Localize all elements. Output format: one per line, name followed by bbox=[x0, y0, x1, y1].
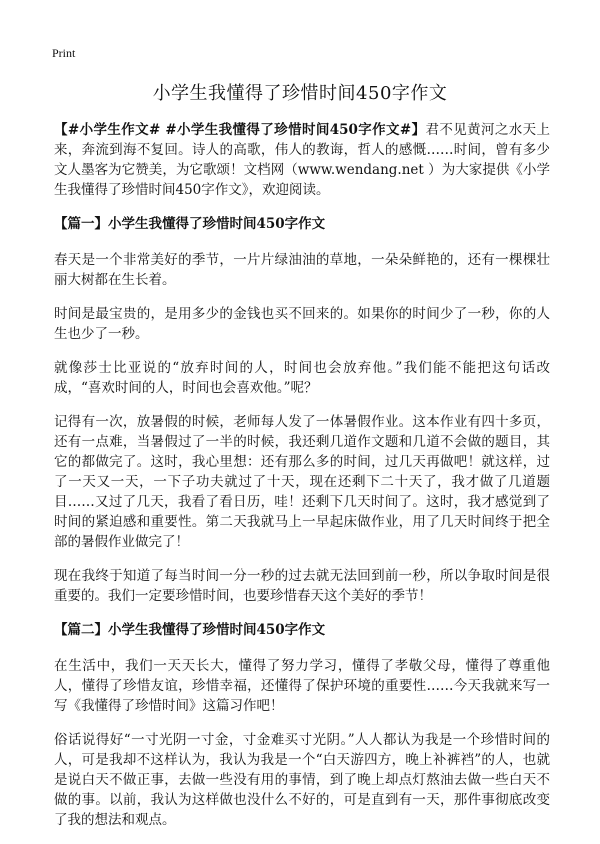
section-heading-1: 【篇一】小学生我懂得了珍惜时间450字作文 bbox=[54, 216, 326, 232]
paragraph: 就像莎士比亚说的“放弃时间的人，时间也会放弃他。”我们能不能把这句话改成，“喜欢时间的人，时间也会喜欢他。”呢？ bbox=[54, 360, 550, 396]
intro-tag: 【#小学生作文# #小学生我懂得了珍惜时间450字作文#】 bbox=[54, 122, 426, 138]
paragraph: 现在我终于知道了每当时间一分一秒的过去就无法回到前一秒，所以争取时间是很重要的。我们一定要珍惜时间，也要珍惜春天这个美好的季节！ bbox=[54, 568, 550, 604]
paragraph: 在生活中，我们一天天长大，懂得了努力学习，懂得了孝敬父母，懂得了尊重他人，懂得了珍惜友谊，珍惜幸福，还懂得了保护环境的重要性……今天我就来写一写《我懂得了珍惜时间》这篇习作吧！ bbox=[54, 658, 550, 714]
paragraph: 俗话说得好“一寸光阴一寸金，寸金难买寸光阴。”人人都认为我是一个珍惜时间的人，可是我却不这样认为，我认为我是一个“白天游四方，晚上补裤裆”的人，也就是说白天不做正事，去做一些没有用的事情，到了晚上却点灯熬油去做一些白天不做的事。以前，我认为这样做也没什么不好的，可是直到有一天，那件事彻底改变了我的想法和观点。 bbox=[54, 732, 550, 828]
page-title: 小学生我懂得了珍惜时间450字作文 bbox=[152, 83, 448, 104]
intro-paragraph bbox=[54, 120, 550, 200]
paragraph: 记得有一次，放暑假的时候，老师每人发了一体暑假作业。这本作业有四十多页，还有一点难，当暑假过了一半的时候，我还剩几道作文题和几道不会做的题目，其它的都做完了。这时，我心里想：还有那么多的时间，过几天再做吧！就这样，过了一天又一天，一下子功夫就过了十天，现在还剩下二十天了，我才做了几道题目……又过了几天，我看了看日历，哇！还剩下几天时间了。这时，我才感觉到了时间的紧迫感和重要性。第二天我就马上一早起床做作业，用了几天时间终于把全部的暑假作业做完了！ bbox=[54, 414, 550, 550]
paragraph: 时间是最宝贵的，是用多少的金钱也买不回来的。如果你的时间少了一秒，你的人生也少了一秒。 bbox=[54, 306, 550, 342]
print-label: Print bbox=[52, 46, 76, 60]
paragraph: 春天是一个非常美好的季节，一片片绿油油的草地，一朵朵鲜艳的，还有一棵棵壮丽大树都在生长着。 bbox=[54, 252, 550, 288]
intro-text: 君不见黄河之水天上来，奔流到海不复回。诗人的高歌，伟人的教诲，哲人的感慨……时间，曾有多少文人墨客为它赞美，为它歌颂！文档网（www.wendang.net ）为大家提供《小学生我懂得了珍惜时间450字作文》，欢迎阅读。 bbox=[54, 122, 550, 198]
article-body bbox=[54, 120, 550, 844]
section-heading-2: 【篇二】小学生我懂得了珍惜时间450字作文 bbox=[54, 622, 326, 638]
